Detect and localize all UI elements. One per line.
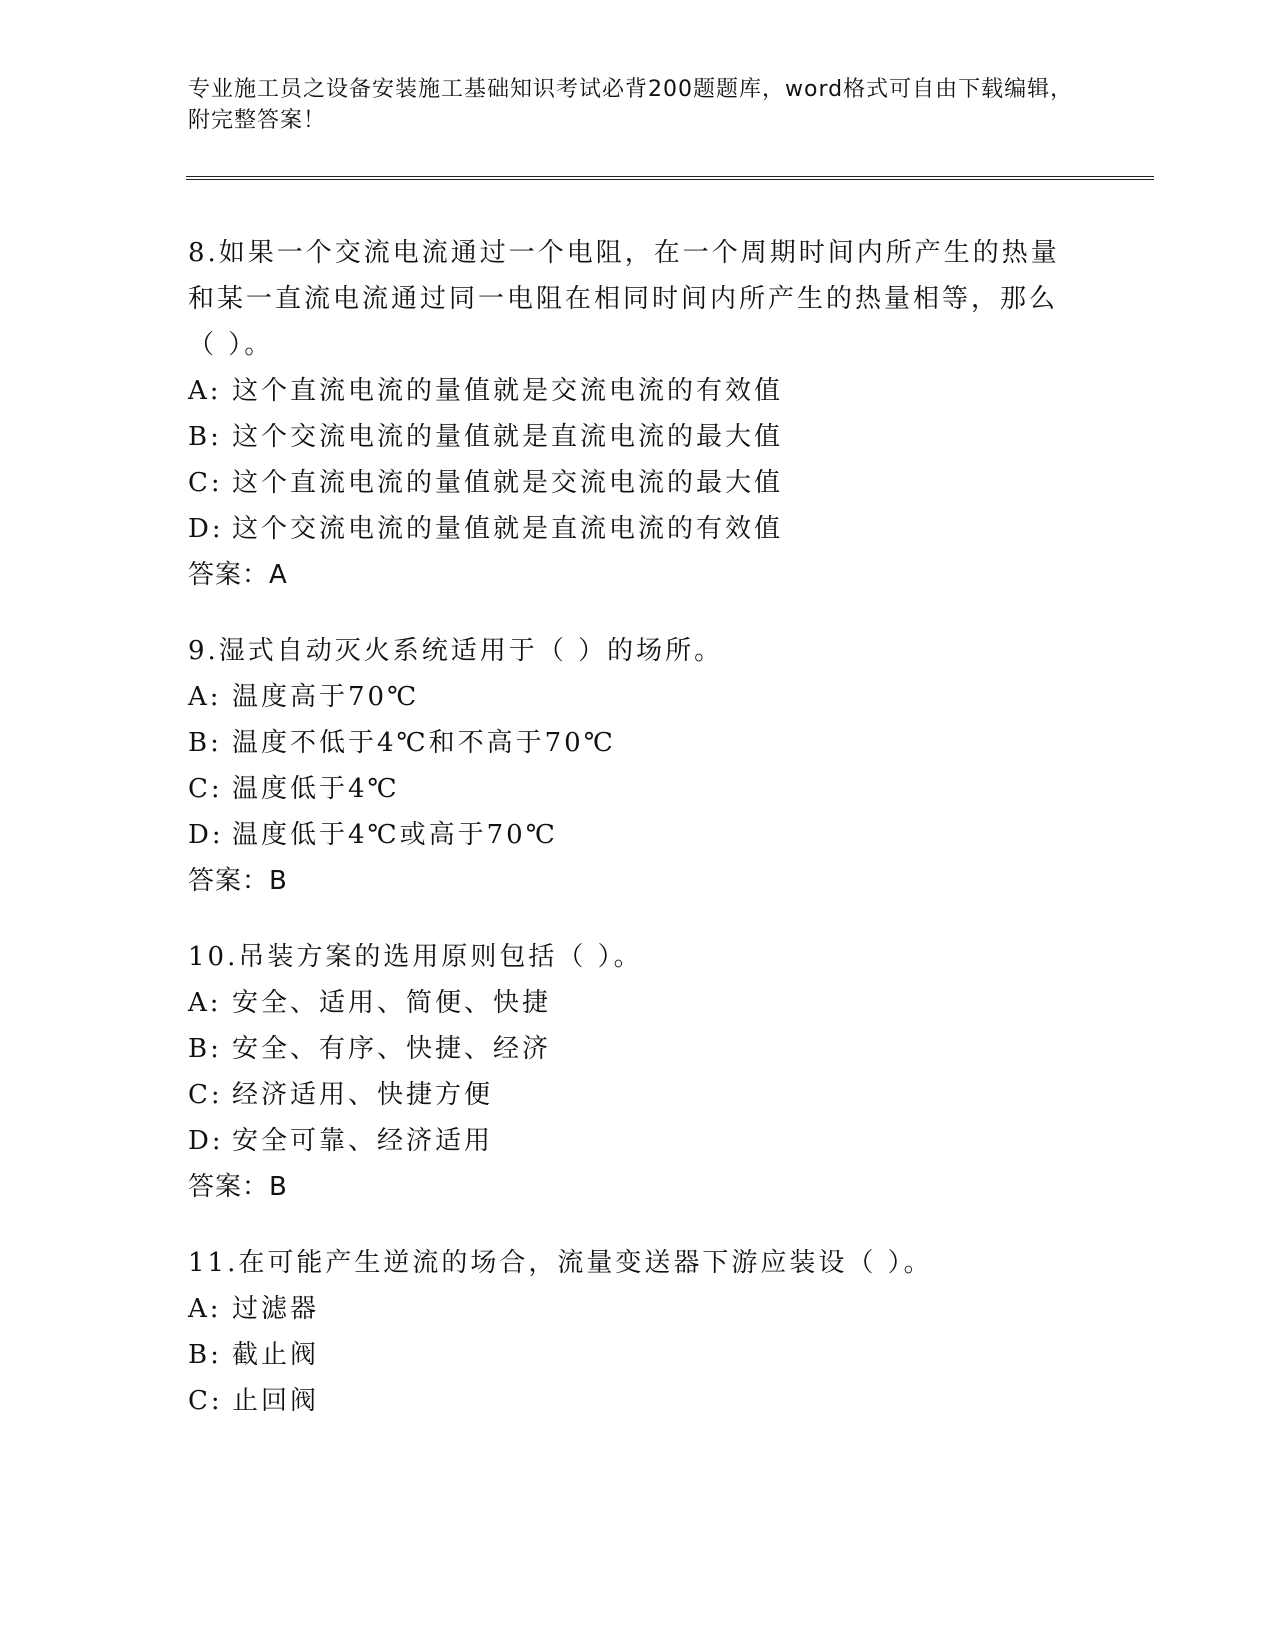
option-text: 温度不低于4℃和不高于70℃ (232, 728, 616, 758)
option-b (188, 1332, 1068, 1378)
option-text: 止回阀 (232, 1386, 320, 1416)
answer-line: 答案：B (188, 866, 288, 896)
question-stem: 9.湿式自动灭火系统适用于（ ）的场所。 (188, 636, 724, 666)
option-c (188, 1072, 1068, 1118)
option-text: 温度高于70℃ (232, 682, 420, 712)
option-text: 这个直流电流的量值就是交流电流的最大值 (232, 468, 784, 498)
question-stem: 10.吊装方案的选用原则包括（ ）。 (188, 942, 643, 972)
option-letter: B: (188, 1034, 222, 1064)
option-c (188, 766, 1068, 812)
option-a (188, 674, 1068, 720)
option-letter: D: (188, 820, 224, 850)
option-letter: D: (188, 514, 224, 544)
option-text: 安全、有序、快捷、经济 (232, 1034, 552, 1064)
option-letter: D: (188, 1126, 224, 1156)
option-a (188, 368, 1068, 414)
option-text: 这个直流电流的量值就是交流电流的有效值 (232, 376, 784, 406)
option-d (188, 506, 1068, 552)
option-letter: B: (188, 1340, 222, 1370)
question-11 (188, 1240, 1068, 1424)
option-c (188, 460, 1068, 506)
option-text: 这个交流电流的量值就是直流电流的有效值 (232, 514, 784, 544)
option-letter: A: (188, 682, 222, 712)
option-text: 安全、适用、简便、快捷 (232, 988, 552, 1018)
question-list (188, 230, 1068, 1454)
option-b (188, 720, 1068, 766)
document-header: 专业施工员之设备安装施工基础知识考试必背200题题库，word格式可自由下载编辑，附完整答案！ (188, 77, 1074, 133)
option-text: 经济适用、快捷方便 (232, 1080, 494, 1110)
header-double-rule (186, 176, 1154, 180)
option-b (188, 1026, 1068, 1072)
question-stem: 11.在可能产生逆流的场合，流量变送器下游应装设（ ）。 (188, 1248, 933, 1278)
option-d (188, 1118, 1068, 1164)
option-letter: C: (188, 1080, 223, 1110)
option-a (188, 1286, 1068, 1332)
option-letter: A: (188, 376, 222, 406)
option-letter: A: (188, 988, 222, 1018)
option-text: 过滤器 (232, 1294, 320, 1324)
question-stem: 8.如果一个交流电流通过一个电阻，在一个周期时间内所产生的热量和某一直流电流通过同一电阻在相同时间内所产生的热量相等，那么（ ）。 (188, 238, 1060, 360)
option-b (188, 414, 1068, 460)
option-letter: B: (188, 422, 222, 452)
option-text: 安全可靠、经济适用 (232, 1126, 494, 1156)
option-a (188, 980, 1068, 1026)
question-10 (188, 934, 1068, 1210)
option-d (188, 812, 1068, 858)
option-text: 这个交流电流的量值就是直流电流的最大值 (232, 422, 784, 452)
option-letter: A: (188, 1294, 222, 1324)
option-text: 截止阀 (232, 1340, 320, 1370)
option-letter: B: (188, 728, 222, 758)
option-text: 温度低于4℃或高于70℃ (232, 820, 558, 850)
option-letter: C: (188, 774, 223, 804)
option-text: 温度低于4℃ (232, 774, 400, 804)
option-letter: C: (188, 468, 223, 498)
option-letter: C: (188, 1386, 223, 1416)
answer-line: 答案：B (188, 1172, 288, 1202)
question-9 (188, 628, 1068, 904)
option-c (188, 1378, 1068, 1424)
answer-line: 答案：A (188, 560, 288, 590)
question-8 (188, 230, 1068, 598)
